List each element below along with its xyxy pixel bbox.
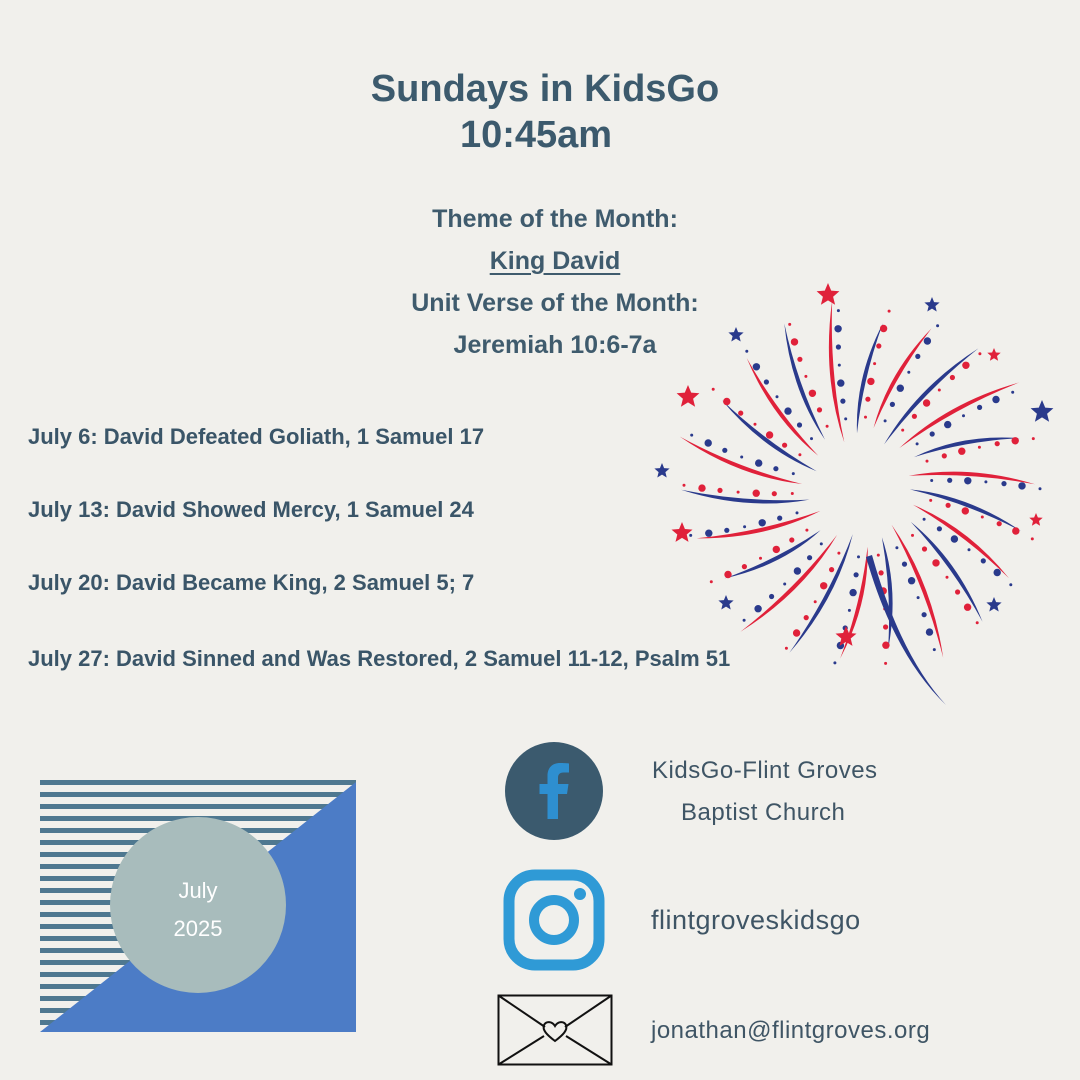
schedule-item: July 20: David Became King, 2 Samuel 5; 7 [28, 570, 475, 595]
firework-dot [1009, 583, 1012, 586]
firework-dot [968, 548, 971, 551]
firework-dot [884, 419, 887, 422]
firework-dot [743, 525, 746, 528]
firework-dot [753, 490, 760, 497]
firework-dot [829, 567, 834, 572]
firework-dot [895, 546, 898, 549]
firework-dot [769, 594, 774, 599]
firework-dot [964, 477, 971, 484]
firework-dot [978, 352, 981, 355]
firework-dot [742, 564, 747, 569]
firework-dot [797, 357, 802, 362]
firework-star [1031, 400, 1054, 422]
firework-dot [789, 537, 794, 542]
firework-dot [804, 375, 807, 378]
firework-dot [724, 528, 729, 533]
firework-dot [745, 350, 748, 353]
instagram-icon[interactable] [502, 868, 606, 972]
firework-dot [817, 407, 822, 412]
firework-dot [776, 395, 779, 398]
title-line-1: Sundays in KidsGo [370, 68, 720, 110]
firework-streak [725, 530, 821, 578]
firework-dot [946, 503, 951, 508]
firework-dot [933, 648, 936, 651]
firework-dot [897, 385, 904, 392]
page-title [290, 66, 800, 158]
firework-dot [926, 628, 933, 635]
firework-dot [723, 398, 730, 405]
firework-dot [873, 362, 876, 365]
theme-name: King David [489, 247, 621, 275]
firework-dot [976, 621, 979, 624]
firework-dot [705, 530, 712, 537]
firework-dot [995, 441, 1000, 446]
firework-streak [681, 490, 810, 504]
firework-star [728, 327, 743, 342]
firework-tail [866, 555, 946, 705]
schedule-item: July 27: David Sinned and Was Restored, 2 Samuel 11-12, Psalm 51 [28, 646, 731, 671]
firework-dot [773, 546, 780, 553]
firework-streak [911, 522, 983, 622]
firework-dot [981, 558, 986, 563]
firework-dot [938, 389, 941, 392]
firework-dot [782, 443, 787, 448]
firework-dot [837, 379, 844, 386]
firework-dot [820, 582, 827, 589]
facebook-line-2: Baptist Church [681, 799, 846, 826]
firework-dot [926, 460, 929, 463]
firework-dot [854, 572, 859, 577]
firework-dot [689, 534, 692, 537]
firework-dot [923, 518, 926, 521]
calendar-date [110, 872, 286, 948]
firework-dot [837, 309, 840, 312]
firework-dot [753, 363, 760, 370]
facebook-name[interactable] [652, 757, 878, 827]
verse-reference: Jeremiah 10:6-7a [453, 331, 657, 359]
firework-dot [877, 554, 880, 557]
firework-dot [902, 562, 907, 567]
firework-dot [826, 425, 829, 428]
firework-dot [754, 605, 761, 612]
firework-dot [794, 567, 801, 574]
envelope-heart-icon[interactable] [497, 994, 613, 1066]
firework-dot [880, 325, 887, 332]
firework-dot [947, 478, 952, 483]
firework-dot [837, 552, 840, 555]
firework-dot [888, 310, 891, 313]
firework-star [1029, 513, 1042, 526]
firework-dot [834, 325, 841, 332]
firework-dot [844, 417, 847, 420]
firework-dot [978, 446, 981, 449]
firework-dot [1031, 537, 1034, 540]
firework-dot [759, 557, 762, 560]
firework-dot [797, 422, 802, 427]
firework-dot [890, 402, 895, 407]
firework-dot [838, 364, 841, 367]
firework-dot [705, 439, 712, 446]
firework-dot [809, 390, 816, 397]
firework-dot [740, 456, 743, 459]
firework-streak [874, 329, 932, 429]
firework-streak [784, 324, 825, 440]
firework-dot [798, 453, 801, 456]
firework-dot [840, 399, 845, 404]
firework-streak [909, 472, 1035, 485]
firework-dot [944, 421, 951, 428]
firework-star [986, 597, 1001, 612]
firework-dot [924, 337, 931, 344]
schedule-item: July 13: David Showed Mercy, 1 Samuel 24 [28, 497, 474, 522]
firework-dot [773, 466, 778, 471]
firework-dot [777, 516, 782, 521]
firework-streak [829, 300, 844, 442]
firework-dot [946, 576, 949, 579]
firework-dot [977, 405, 982, 410]
firework-dot [942, 453, 947, 458]
firework-dot [710, 580, 713, 583]
firework-dot [929, 499, 932, 502]
firework-dot [962, 362, 969, 369]
firework-dot [810, 437, 813, 440]
firework-dot [867, 378, 874, 385]
firework-dot [962, 414, 965, 417]
firework-star [718, 595, 733, 610]
firework-dot [792, 472, 795, 475]
title-line-2: 10:45am [459, 114, 613, 156]
firework-dot [951, 535, 958, 542]
firework-dot [962, 507, 969, 514]
firework-dot [958, 448, 965, 455]
firework-dot [1012, 527, 1019, 534]
firework-dot [764, 379, 769, 384]
firework-dot [908, 577, 915, 584]
firework-star [654, 463, 669, 478]
firework-dot [937, 526, 942, 531]
firework-dot [955, 589, 960, 594]
firework-dot [1012, 437, 1019, 444]
firework-dot [722, 448, 727, 453]
firework-dot [864, 416, 867, 419]
firework-dot [743, 619, 746, 622]
firework-dot [922, 612, 927, 617]
firework-dot [754, 423, 757, 426]
calendar-year: 2025 [173, 916, 223, 941]
firework-dot [932, 559, 939, 566]
firework-dot [883, 624, 888, 629]
firework-dot [917, 596, 920, 599]
firework-dot [759, 519, 766, 526]
firework-dot [784, 407, 791, 414]
facebook-line-1: KidsGo-Flint Groves [652, 757, 878, 784]
firework-star [817, 283, 840, 305]
firework-dot [936, 324, 939, 327]
firework-star [924, 297, 939, 312]
calendar-month: July [178, 878, 218, 903]
firework-dot [683, 484, 686, 487]
theme-label: Theme of the Month: [432, 205, 678, 233]
firework-dot [992, 396, 999, 403]
firework-dot [879, 570, 884, 575]
firework-dot [907, 371, 910, 374]
firework-dot [738, 411, 743, 416]
firework-star [677, 385, 700, 407]
firework-dot [997, 521, 1002, 526]
firework-dot [950, 375, 955, 380]
firework-dot [698, 484, 705, 491]
firework-dot [857, 555, 860, 558]
firework-dot [783, 583, 786, 586]
firework-star [672, 522, 693, 542]
firework-dot [915, 354, 920, 359]
instagram-handle[interactable]: flintgroveskidsgo [651, 905, 861, 935]
firework-dot [1011, 391, 1014, 394]
firework-dot [766, 431, 773, 438]
firework-star [987, 348, 1000, 361]
firework-dot [712, 388, 715, 391]
firework-dot [772, 491, 777, 496]
firework-dot [922, 546, 927, 551]
firework-dot [882, 642, 889, 649]
firework-dot [848, 609, 851, 612]
firework-dot [791, 492, 794, 495]
calendar-stripe [40, 792, 356, 797]
email-address[interactable]: jonathan@flintgroves.org [651, 1017, 931, 1044]
firework-dot [804, 615, 809, 620]
firework-dot [785, 647, 788, 650]
firework-dot [884, 662, 887, 665]
firework-dot [994, 569, 1001, 576]
firework-dot [833, 661, 836, 664]
firework-streak [697, 511, 821, 538]
firework-dot [836, 344, 841, 349]
firework-dot [690, 434, 693, 437]
firework-dot [717, 488, 722, 493]
firework-dot [788, 323, 791, 326]
firework-dot [807, 555, 812, 560]
firework-dot [984, 480, 987, 483]
firework-dot [912, 414, 917, 419]
firework-dot [796, 511, 799, 514]
firework-dot [791, 338, 798, 345]
firework-dot [724, 571, 731, 578]
firework-dot [820, 542, 823, 545]
firework-dot [964, 604, 971, 611]
firework-dot [930, 479, 933, 482]
firework-dot [865, 397, 870, 402]
firework-dot [755, 459, 762, 466]
firework-dot [916, 442, 919, 445]
firework-dot [737, 491, 740, 494]
firework-dot [930, 431, 935, 436]
schedule-item: July 6: David Defeated Goliath, 1 Samuel 17 [28, 424, 485, 449]
fireworks-graphic [650, 275, 1070, 715]
firework-dot [1001, 481, 1006, 486]
verse-label: Unit Verse of the Month: [411, 289, 699, 317]
firework-dot [981, 516, 984, 519]
firework-dot [1032, 437, 1035, 440]
firework-dot [876, 343, 881, 348]
calendar-stripe [40, 780, 356, 785]
firework-dot [1039, 487, 1042, 490]
calendar-stripe [40, 804, 356, 809]
firework-dot [901, 429, 904, 432]
firework-dot [911, 534, 914, 537]
firework-dot [1018, 482, 1025, 489]
firework-dot [814, 600, 817, 603]
facebook-icon[interactable] [504, 741, 604, 841]
firework-dot [805, 529, 808, 532]
firework-dot [849, 589, 856, 596]
firework-dot [793, 629, 800, 636]
firework-streak [914, 437, 1020, 457]
firework-dot [923, 399, 930, 406]
